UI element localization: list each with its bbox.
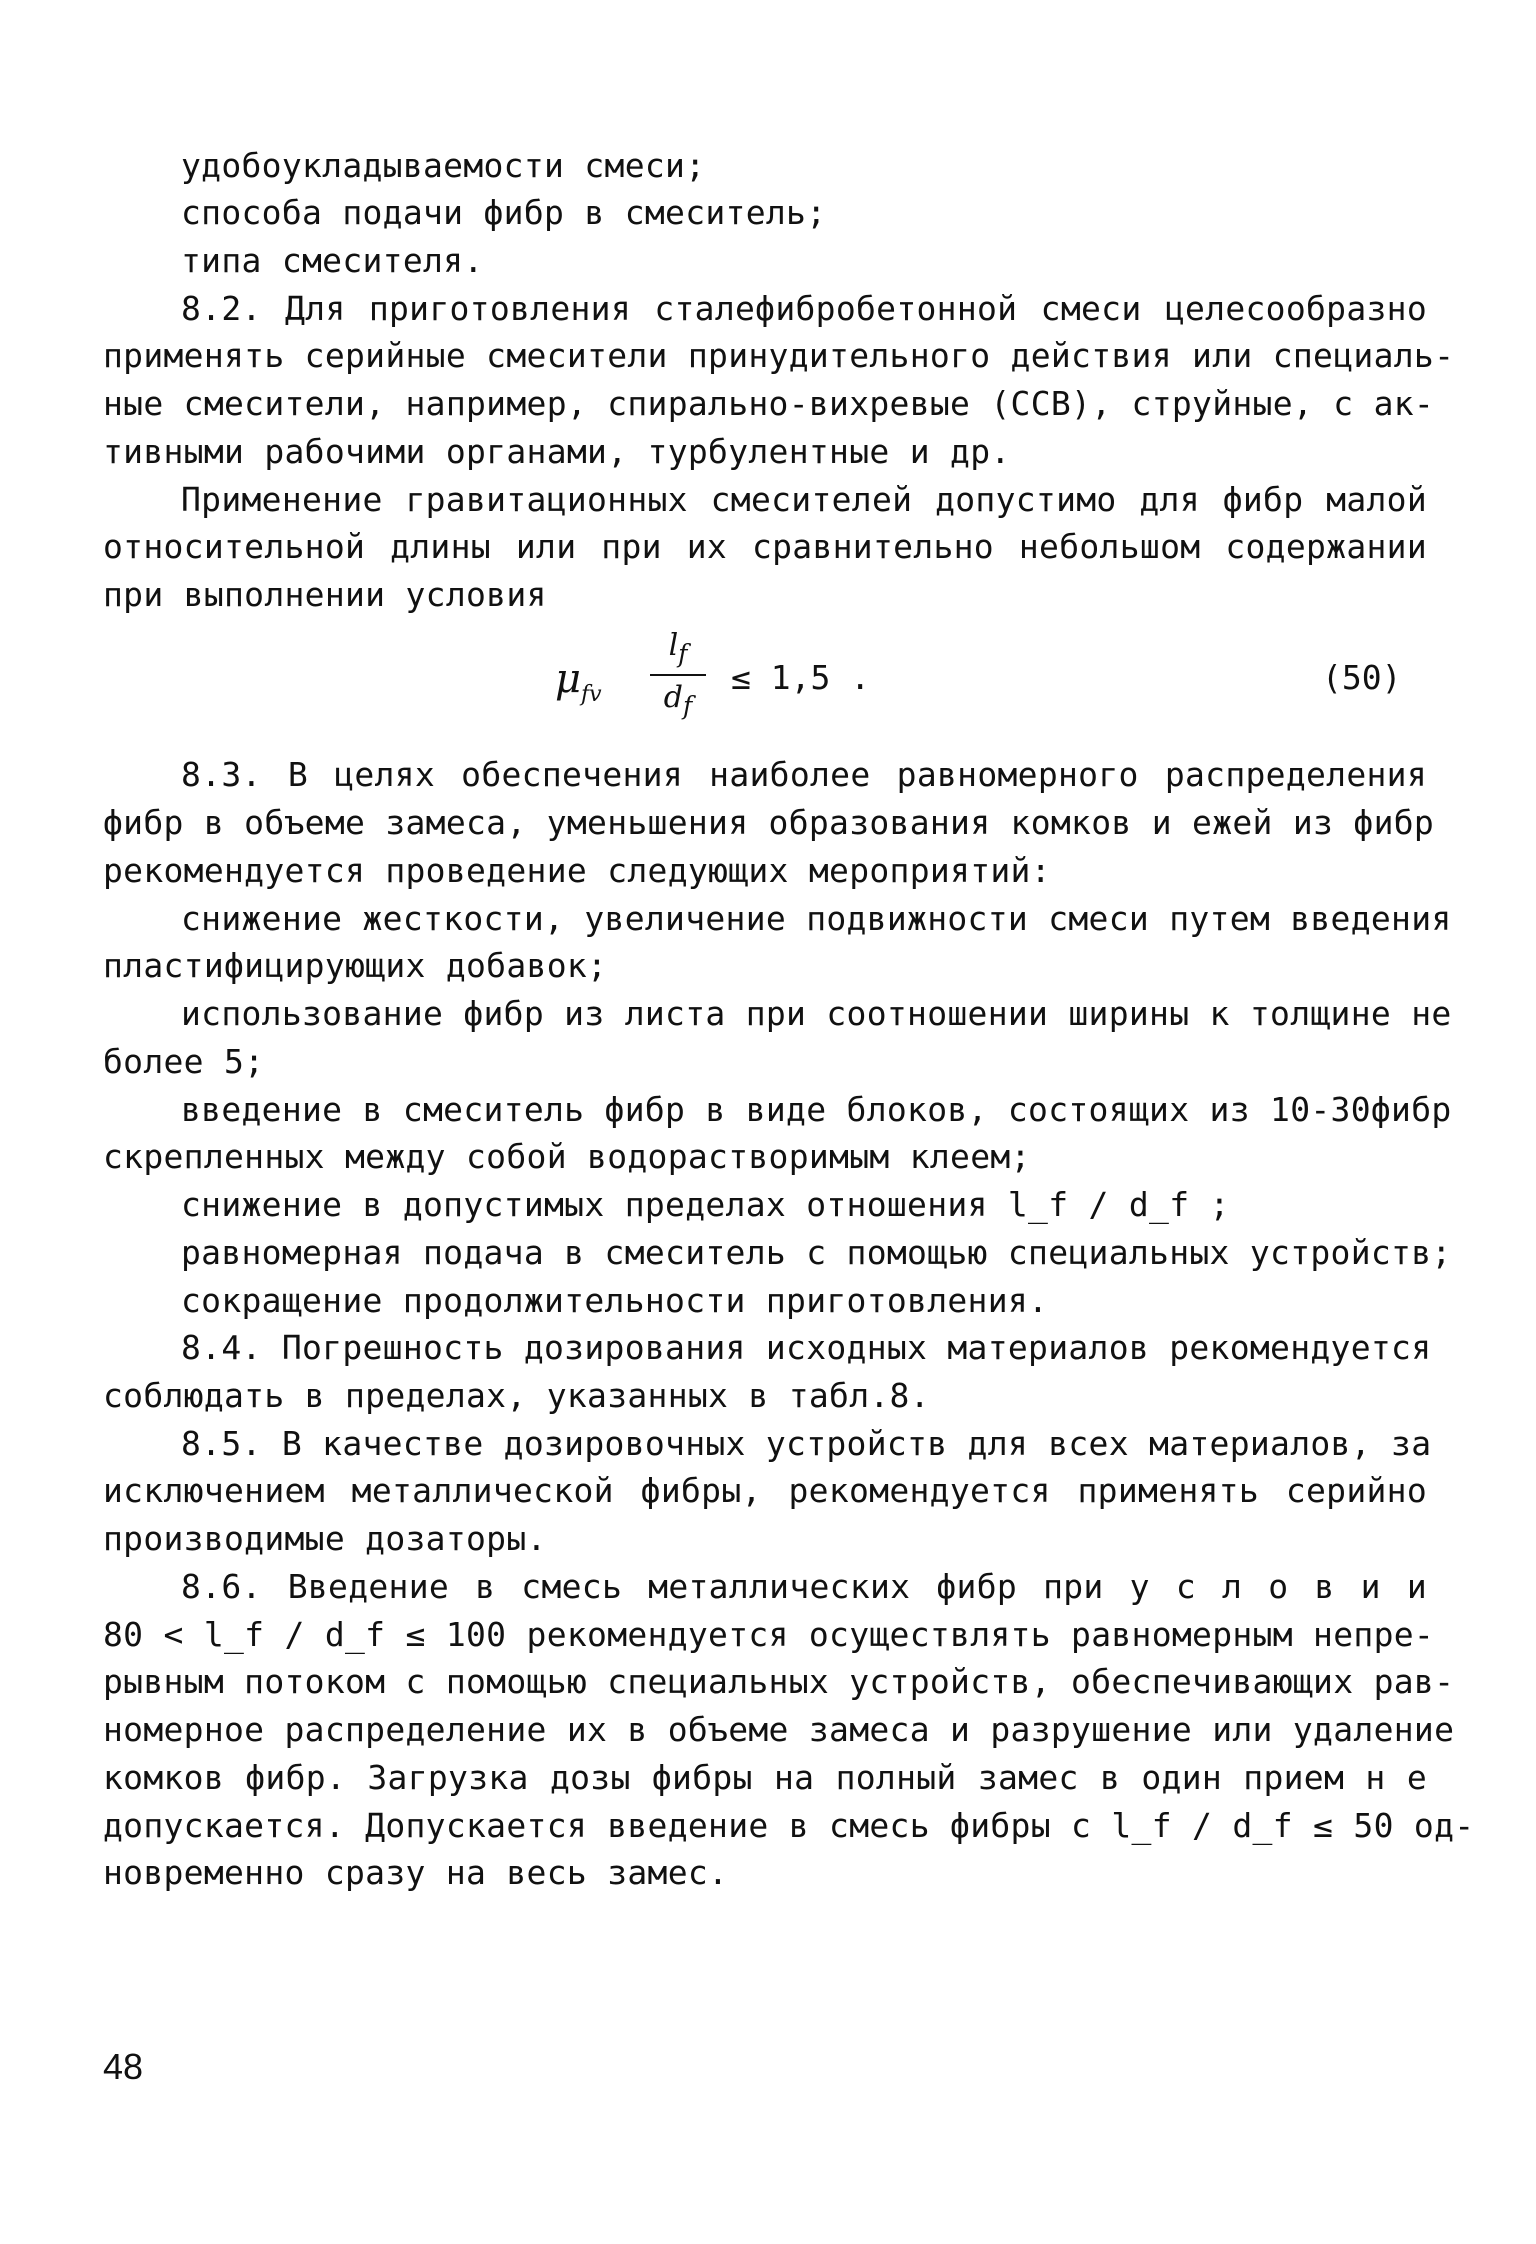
text-line: 80 < l_f / d_f ≤ 100 рекомендуется осуществлять равномерным непре- bbox=[103, 1615, 1435, 1654]
text-line: фибр в объеме замеса, уменьшения образования комков и ежей из фибр bbox=[103, 803, 1435, 842]
text-line: удобоукладываемости смеси; bbox=[181, 146, 706, 185]
equation-number: (50) bbox=[1322, 658, 1402, 697]
text-line: 8.4. Погрешность дозирования исходных материалов рекомендуется bbox=[181, 1328, 1432, 1367]
text-line: при выполнении условия bbox=[103, 575, 547, 614]
text-line: типа смесителя. bbox=[181, 241, 484, 280]
text-line: применять серийные смесители принудительного действия или специаль- bbox=[103, 336, 1455, 375]
text-line: производимые дозаторы. bbox=[103, 1519, 547, 1558]
text-line: снижение в допустимых пределах отношения l_f / d_f ; bbox=[181, 1185, 1230, 1224]
text-line: относительной длины или при их сравнительно небольшом содержании bbox=[103, 527, 1427, 566]
text-line: рывным потоком с помощью специальных устройств, обеспечивающих рав- bbox=[103, 1662, 1455, 1701]
text-line: способа подачи фибр в смеситель; bbox=[181, 193, 827, 232]
text-line: исключением металлической фибры, рекомендуется применять серийно bbox=[103, 1471, 1427, 1510]
text-line: ные смесители, например, спирально-вихревые (ССВ), струйные, с ак- bbox=[103, 384, 1435, 423]
text-line: допускается. Допускается введение в смесь фибры с l_f / d_f ≤ 50 од- bbox=[103, 1806, 1475, 1845]
formula-mu: $\mu_{fv}$ bbox=[555, 656, 602, 707]
formula-fraction: $l_f$ $d_f$ bbox=[650, 628, 706, 720]
text-line: новременно сразу на весь замес. bbox=[103, 1853, 729, 1892]
text-line: сокращение продолжительности приготовления. bbox=[181, 1281, 1049, 1320]
text-line: рекомендуется проведение следующих мероприятий: bbox=[103, 851, 1051, 890]
formula-50 bbox=[555, 628, 875, 738]
text-line: тивными рабочими органами, турбулентные и др. bbox=[103, 432, 1011, 471]
text-line: более 5; bbox=[103, 1042, 265, 1081]
text-line: Применение гравитационных смесителей допустимо для фибр малой bbox=[181, 480, 1427, 519]
text-line: соблюдать в пределах, указанных в табл.8. bbox=[103, 1376, 930, 1415]
text-line: скрепленных между собой водорастворимым клеем; bbox=[103, 1137, 1031, 1176]
text-line: 8.6. Введение в смесь металлических фибр при у с л о в и и bbox=[181, 1567, 1427, 1606]
formula-relation: ≤ 1,5 . bbox=[731, 658, 871, 697]
text-line: пластифицирующих добавок; bbox=[103, 946, 608, 985]
page-number: 48 bbox=[103, 2046, 144, 2087]
text-line: снижение жесткости, увеличение подвижности смеси путем введения bbox=[181, 899, 1452, 938]
text-line: 8.3. В целях обеспечения наиболее равномерного распределения bbox=[181, 755, 1427, 794]
text-line: комков фибр. Загрузка дозы фибры на полный замес в один прием н е bbox=[103, 1758, 1427, 1797]
text-line: равномерная подача в смеситель с помощью специальных устройств; bbox=[181, 1233, 1452, 1272]
text-line: 8.5. В качестве дозировочных устройств для всех материалов, за bbox=[181, 1424, 1432, 1463]
text-line: введение в смеситель фибр в виде блоков, состоящих из 10-30фибр bbox=[181, 1090, 1452, 1129]
text-line: использование фибр из листа при соотношении ширины к толщине не bbox=[181, 994, 1452, 1033]
text-line: номерное распределение их в объеме замеса и разрушение или удаление bbox=[103, 1710, 1455, 1749]
text-line: 8.2. Для приготовления сталефибробетонной смеси целесообразно bbox=[181, 289, 1427, 328]
